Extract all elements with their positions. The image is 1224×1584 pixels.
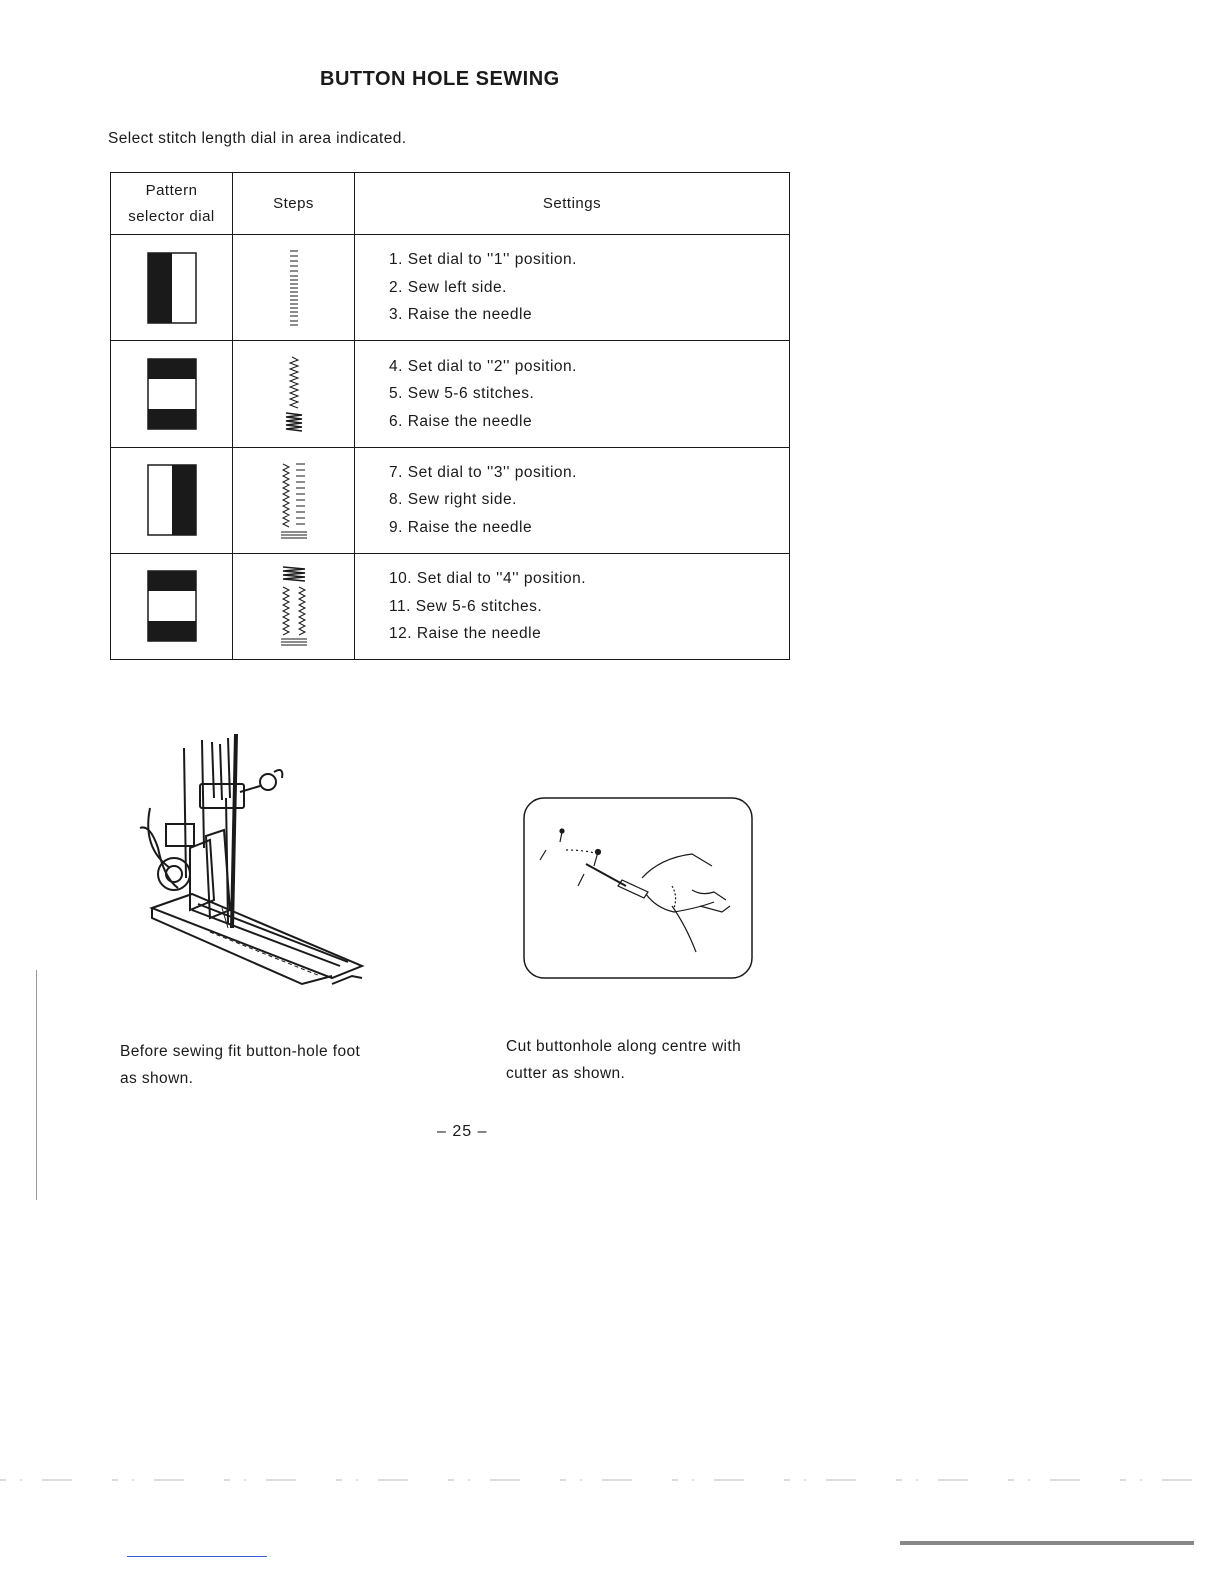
step-line: 2. Sew left side. <box>389 278 507 296</box>
caption-line: cutter as shown. <box>506 1065 626 1082</box>
settings-cell <box>355 235 790 341</box>
step-line: 8. Sew right side. <box>389 491 517 509</box>
stitch-cell <box>233 553 355 659</box>
pattern-cell <box>111 341 233 447</box>
step-line: 7. Set dial to ''3'' position. <box>389 463 577 481</box>
settings-cell <box>355 553 790 659</box>
step-line: 4. Set dial to ''2'' position. <box>389 357 577 375</box>
table-row <box>111 553 790 659</box>
pattern-right-black-icon <box>147 464 197 536</box>
scan-bottom-bar <box>900 1541 1194 1545</box>
pattern-top-bottom-black-icon <box>147 570 197 642</box>
pattern-cell <box>111 235 233 341</box>
cutter-caption <box>506 1033 826 1087</box>
buttonhole-steps-table <box>110 172 790 660</box>
buttonhole-cutter-illustration <box>522 796 754 980</box>
stitch-cell <box>233 235 355 341</box>
pattern-cell <box>111 553 233 659</box>
stitch-cell <box>233 341 355 447</box>
bar-tack-top-icon <box>279 565 309 647</box>
intro-text: Select stitch length dial in area indicated. <box>108 130 407 147</box>
page-title: BUTTON HOLE SEWING <box>320 68 560 90</box>
header-settings: Settings <box>355 173 790 235</box>
buttonhole-foot-illustration <box>130 728 370 990</box>
step-line: 1. Set dial to ''1'' position. <box>389 251 577 269</box>
pattern-cell <box>111 447 233 553</box>
header-pattern-line1: Pattern <box>145 181 198 199</box>
page-number: – 25 – <box>437 1123 488 1140</box>
step-line: 6. Raise the needle <box>389 412 533 430</box>
scan-underline <box>127 1556 267 1557</box>
step-line: 3. Raise the needle <box>389 306 533 324</box>
settings-cell <box>355 447 790 553</box>
foot-caption <box>120 1038 440 1092</box>
step-line: 11. Sew 5-6 stitches. <box>389 597 543 615</box>
settings-cell <box>355 341 790 447</box>
caption-line: Before sewing fit button-hole foot <box>120 1043 361 1060</box>
header-pattern-selector <box>111 173 233 235</box>
step-line: 9. Raise the needle <box>389 518 533 536</box>
scan-noise-dots <box>0 1478 1224 1482</box>
caption-line: Cut buttonhole along centre with <box>506 1038 742 1055</box>
table-row <box>111 235 790 341</box>
stitch-cell <box>233 447 355 553</box>
step-line: 10. Set dial to ''4'' position. <box>389 570 587 588</box>
table-row <box>111 447 790 553</box>
pattern-top-bottom-black-icon <box>147 358 197 430</box>
header-pattern-line2: selector dial <box>128 207 215 225</box>
pattern-left-black-icon <box>147 252 197 324</box>
header-steps: Steps <box>233 173 355 235</box>
step-line: 12. Raise the needle <box>389 625 542 643</box>
step-line: 5. Sew 5-6 stitches. <box>389 385 535 403</box>
caption-line: as shown. <box>120 1070 194 1087</box>
table-row <box>111 341 790 447</box>
table-header-row <box>111 173 790 235</box>
scan-margin-line <box>36 970 37 1200</box>
right-side-stitch-icon <box>279 460 309 540</box>
bar-tack-bottom-icon <box>282 355 306 433</box>
straight-stitch-left-icon <box>284 249 304 327</box>
